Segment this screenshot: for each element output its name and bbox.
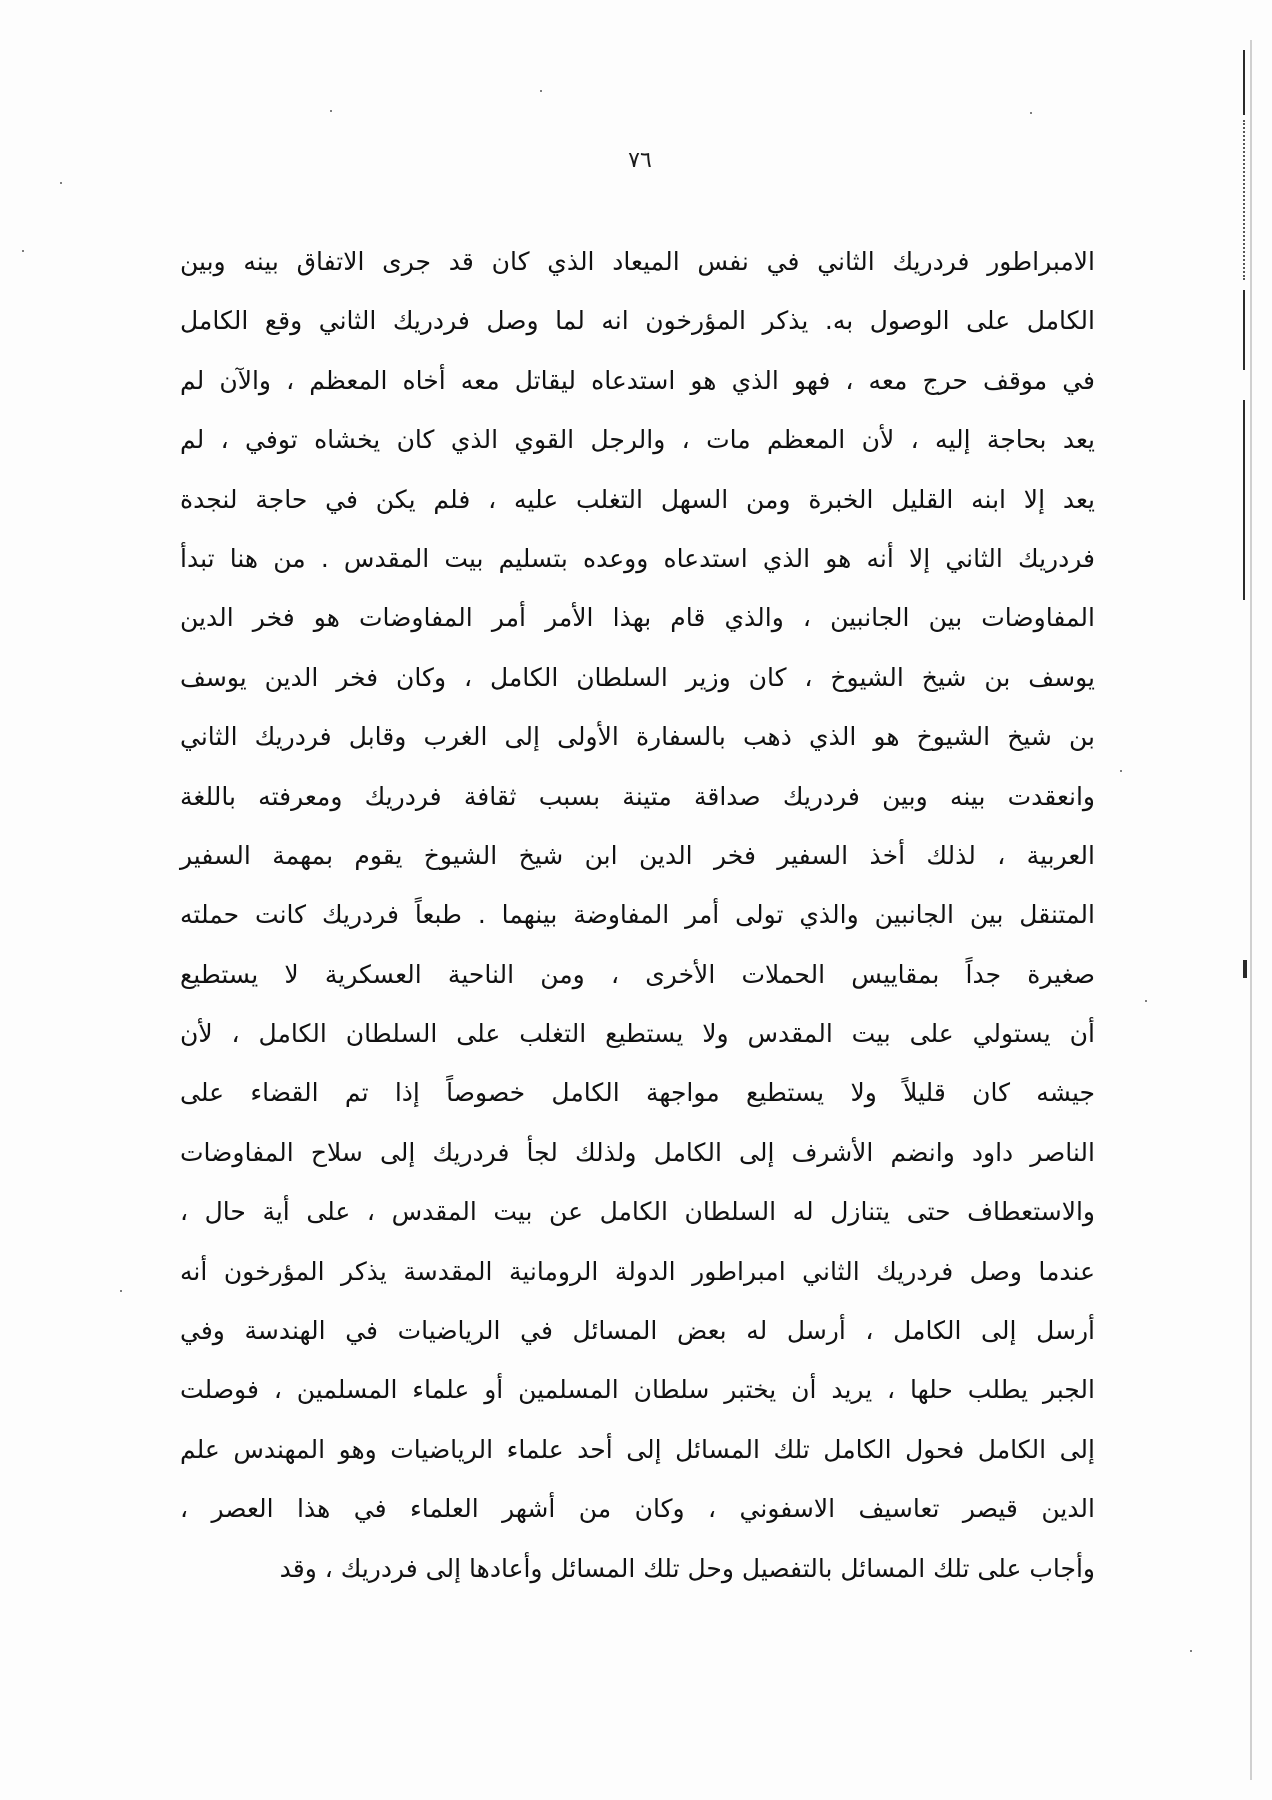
scan-speck bbox=[330, 110, 332, 112]
text-line: الدين قيصر تعاسيف الاسفوني ، وكان من أشهر العلماء في هذا العصر ، bbox=[180, 1494, 1095, 1524]
text-line: وأجاب على تلك المسائل بالتفصيل وحل تلك المسائل وأعادها إلى فردريك ، وقد bbox=[279, 1553, 1095, 1583]
text-line: أن يستولي على بيت المقدس ولا يستطيع التغلب على السلطان الكامل ، لأن bbox=[180, 1019, 1095, 1049]
scan-margin-mark bbox=[1243, 960, 1247, 978]
text-line: المتنقل بين الجانبين والذي تولى أمر المفاوضة بينهما . طبعاً فردريك كانت حملته bbox=[180, 900, 1095, 930]
page-number: ٧٦ bbox=[628, 148, 652, 173]
text-line: يعد إلا ابنه القليل الخبرة ومن السهل التغلب عليه ، فلم يكن في حاجة لنجدة bbox=[180, 484, 1095, 514]
text-line: المفاوضات بين الجانبين ، والذي قام بهذا الأمر أمر المفاوضات هو فخر الدين bbox=[180, 603, 1095, 633]
scan-speck bbox=[1030, 112, 1032, 114]
text-line: عندما وصل فردريك الثاني امبراطور الدولة الرومانية المقدسة يذكر المؤرخون أنه bbox=[180, 1256, 1095, 1286]
scan-speck bbox=[22, 250, 24, 252]
text-line: إلى الكامل فحول الكامل تلك المسائل إلى أحد علماء الرياضيات وهو المهندس علم bbox=[180, 1434, 1095, 1464]
text-line: الكامل على الوصول به. يذكر المؤرخون انه لما وصل فردريك الثاني وقع الكامل bbox=[180, 306, 1095, 336]
text-line: أرسل إلى الكامل ، أرسل له بعض المسائل في الرياضيات في الهندسة وفي bbox=[180, 1316, 1095, 1346]
text-line: العربية ، لذلك أخذ السفير فخر الدين ابن شيخ الشيوخ يقوم بمهمة السفير bbox=[180, 840, 1095, 870]
scan-margin-mark bbox=[1243, 120, 1245, 280]
text-line: بن شيخ الشيوخ هو الذي ذهب بالسفارة الأولى إلى الغرب وقابل فردريك الثاني bbox=[180, 722, 1095, 752]
text-line: وانعقدت بينه وبين فردريك صداقة متينة بسبب ثقافة فردريك ومعرفته باللغة bbox=[180, 781, 1095, 811]
text-line: فردريك الثاني إلا أنه هو الذي استدعاه ووعده بتسليم بيت المقدس . من هنا تبدأ bbox=[180, 543, 1095, 573]
text-line: الناصر داود وانضم الأشرف إلى الكامل ولذلك لجأ فردريك إلى سلاح المفاوضات bbox=[180, 1137, 1095, 1167]
text-line: يوسف بن شيخ الشيوخ ، كان وزير السلطان الكامل ، وكان فخر الدين يوسف bbox=[180, 662, 1095, 692]
scan-speck bbox=[540, 90, 542, 92]
page-edge-shadow bbox=[1250, 40, 1252, 1780]
text-line: والاستعطاف حتى يتنازل له السلطان الكامل عن بيت المقدس ، على أية حال ، bbox=[180, 1197, 1095, 1227]
scan-margin-mark bbox=[1243, 400, 1245, 600]
scan-speck bbox=[1145, 1000, 1147, 1002]
scan-speck bbox=[1190, 1650, 1192, 1652]
text-line: الامبراطور فردريك الثاني في نفس الميعاد الذي كان قد جرى الاتفاق بينه وبين bbox=[180, 247, 1095, 276]
text-line: جيشه كان قليلاً ولا يستطيع مواجهة الكامل خصوصاً إذا تم القضاء على bbox=[180, 1078, 1095, 1108]
scan-margin-mark bbox=[1243, 50, 1245, 115]
scan-speck bbox=[120, 1290, 122, 1292]
scan-speck bbox=[60, 182, 62, 184]
text-line: يعد بحاجة إليه ، لأن المعظم مات ، والرجل القوي الذي كان يخشاه توفي ، لم bbox=[180, 425, 1095, 455]
scan-speck bbox=[1120, 770, 1122, 772]
text-line: الجبر يطلب حلها ، يريد أن يختبر سلطان المسلمين أو علماء المسلمين ، فوصلت bbox=[180, 1375, 1095, 1405]
scan-margin-mark bbox=[1243, 290, 1245, 370]
body-text bbox=[180, 232, 1095, 1598]
text-line: في موقف حرج معه ، فهو الذي هو استدعاه ليقاتل معه أخاه المعظم ، والآن لم bbox=[180, 365, 1095, 395]
text-line: صغيرة جداً بمقاييس الحملات الأخرى ، ومن الناحية العسكرية لا يستطيع bbox=[180, 959, 1095, 989]
